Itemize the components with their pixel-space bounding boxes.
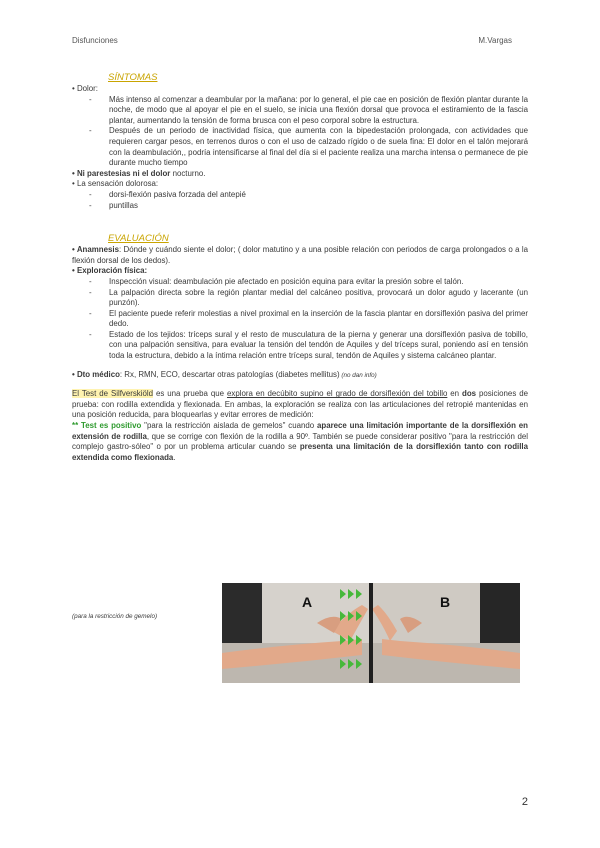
- bold-text: presenta una limitación de la dorsiflexión tanto con rodilla extendida como flexionada: [72, 442, 528, 462]
- dolor-label: • Dolor:: [72, 84, 99, 93]
- dto-line: [72, 370, 528, 382]
- text-run: , que se corrige con flexión de la rodilla a 90º. También se puede considerar positivo "para la restricción del complejo gastro-sóleo" o por un problema articular cuando se: [72, 431, 528, 452]
- text-run: "para la restricción aislada de gemelos" cuando: [141, 421, 317, 431]
- list-item: - Más intenso al comenzar a deambular por la mañana: por lo general, el pie cae en posición de flexión plantar durante la noche, de modo que al apoyar el pie en el suelo, se inicia una flexión dorsal que provoca el estiramiento de la fascia plantar, aumentando la tensión de forma brusca con el peso corporal sobre la estructura.: [109, 95, 528, 127]
- text-run: es una prueba que: [153, 389, 227, 399]
- parestesias-rest: nocturno.: [170, 168, 206, 178]
- list-item: - El paciente puede referir molestias a nivel proximal en la inserción de la fascia plantar en dorsiflexión pasiva del primer dedo.: [109, 309, 528, 330]
- list-item: - dorsi-flexión pasiva forzada del antepié: [109, 190, 528, 201]
- silfverskiold-paragraph: [72, 389, 528, 463]
- figure-label-a: A: [302, 594, 313, 610]
- figure-label-b: B: [440, 594, 451, 610]
- section-title-sintomas: SÍNTOMAS: [108, 72, 158, 83]
- list-item: - Estado de los tejidos: tríceps sural y el resto de musculatura de la pierna y generar una dorsiflexión pasiva de tobillo, con una palpación sensitiva, para evaluar la tensión del tendón de Aquiles y del tríceps sural, poniendo así en tensión toda la estructura, debido a la íntima relación entre tríceps sural, tendón de Aquiles y sistema calcáneo plantar.: [109, 330, 528, 362]
- text-run: posiciones de prueba: con rodilla extendida y flexionada. En ambas, la exploración se realiza con las articulaciones del retropié mantenidas en una posición reducida, para bloquearlas y evitar errores de medición:: [72, 389, 528, 420]
- anamnesis-line: [72, 245, 528, 266]
- parestesias-line: [72, 169, 528, 180]
- bold-text: dos: [462, 389, 477, 399]
- page-body: [72, 72, 528, 463]
- test-positivo: Test es positivo: [78, 421, 142, 431]
- text-run: .: [173, 452, 176, 462]
- exploracion-label: • Exploración física:: [72, 266, 148, 276]
- anamnesis-rest: : Dónde y cuándo siente el dolor; ( dolor matutino y a una posible relación con periodos de carga prolongados o a la flexión dorsal de los dedos).: [72, 245, 528, 265]
- section-title-evaluacion: EVALUACIÓN: [108, 233, 169, 245]
- dto-small: (no dan info): [339, 371, 377, 379]
- header-left: Disfunciones: [72, 36, 118, 45]
- silfverskiold-photo: [222, 583, 520, 683]
- parestesias-bold: • Ni parestesias ni el dolor: [72, 168, 171, 178]
- silfverskiold-highlight: El Test de Silfverskiöld: [72, 389, 154, 399]
- figure-row: [72, 583, 528, 683]
- sensacion-list: [72, 190, 528, 211]
- photo-illustration: [222, 583, 520, 683]
- underlined-text: explora en decúbito supino el grado de dorsiflexión del tobillo: [226, 389, 448, 399]
- header-right: M.Vargas: [478, 36, 512, 45]
- list-item: - Inspección visual: deambulación pie afectado en posición equina para evitar la presión sobre el talón.: [109, 277, 528, 288]
- anamnesis-bold: • Anamnesis: [72, 245, 119, 255]
- text-run: en: [447, 389, 463, 399]
- exploracion-list: [72, 277, 528, 362]
- sensacion-label: • La sensación dolorosa:: [72, 179, 159, 189]
- list-item: - La palpación directa sobre la región plantar medial del calcáneo positiva, provocará un dolor agudo y lacerante (un punzón).: [109, 288, 528, 309]
- dolor-list: [72, 95, 528, 169]
- bold-text: aparece una limitación importante de la dorsiflexión en extensión de rodilla: [72, 421, 528, 441]
- list-item: - puntillas: [109, 201, 528, 212]
- figure-caption: (para la restricción de gemelo): [72, 613, 158, 620]
- page-number: 2: [521, 796, 528, 808]
- dto-bold: • Dto médico: [72, 369, 120, 379]
- list-item: - Después de un periodo de inactividad física, que aumenta con la bipedestación prolongada, con actividades que requieren cargar pesos, en terrenos duros o con el uso de calzado rígido o de suela fina: El dolor en el talón mejorará con la deambulación,, podría intensificarse al final del día si el paciente realiza una marcha intensa o permanece de pie durante mucho tiempo: [109, 126, 528, 168]
- dto-rest: : Rx, RMN, ECO, descartar otras patologías (diabetes mellitus): [119, 369, 340, 379]
- stars-marker: **: [72, 421, 79, 431]
